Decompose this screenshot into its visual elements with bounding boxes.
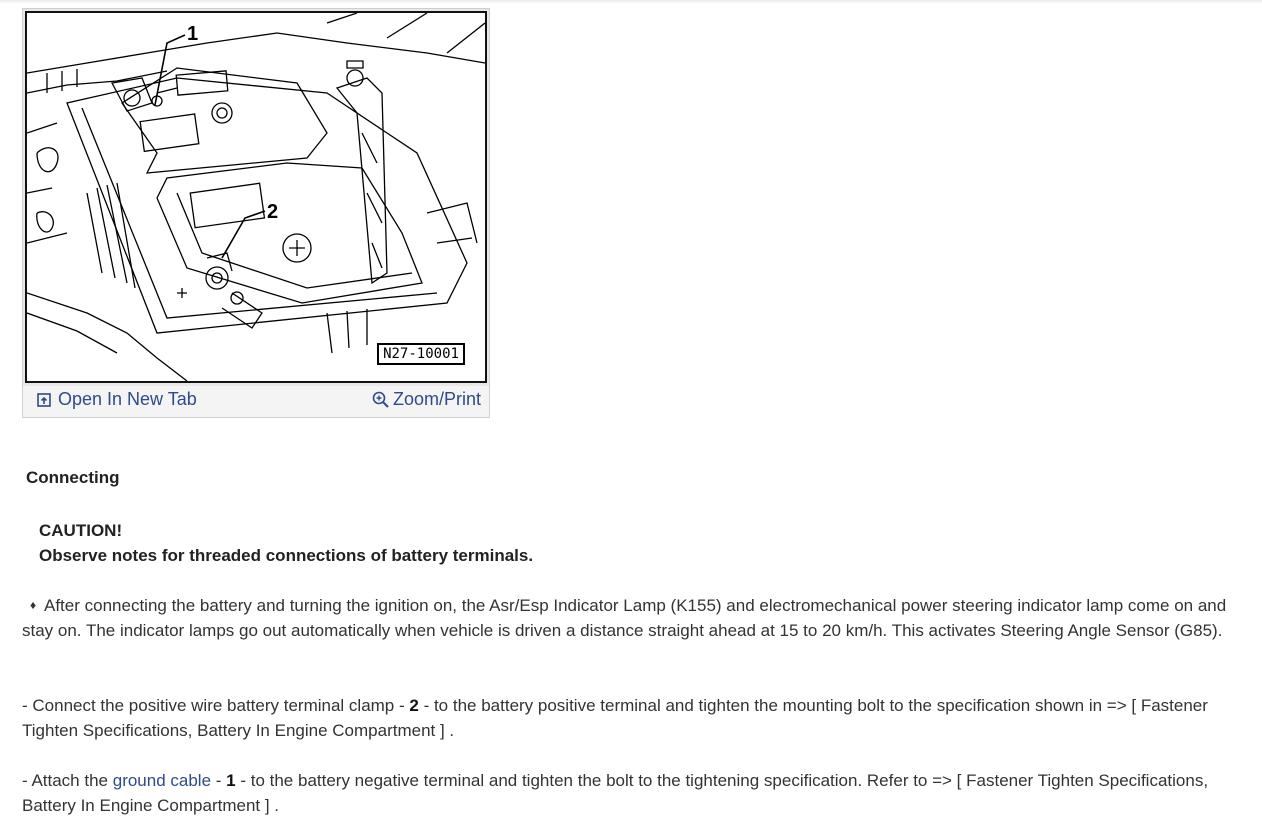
figure-id-label: N27-10001: [377, 343, 465, 365]
caution-title: CAUTION!: [39, 521, 123, 540]
step2-mid: -: [211, 771, 227, 790]
note-paragraph: [22, 593, 1247, 643]
ground-cable-link[interactable]: ground cable: [112, 771, 212, 790]
open-in-new-tab-icon: [37, 393, 51, 407]
step1-suffix: - to the battery positive terminal and tighten the mounting bolt to the specification shown in => [ Fastener Tighten Specifications, Battery In Engine Compartment ] .: [22, 696, 1208, 740]
figure-actions-bar: [23, 386, 489, 417]
zoom-print-link[interactable]: [372, 389, 481, 410]
step2-prefix: - Attach the: [22, 771, 113, 790]
step1-prefix: - Connect the positive wire battery terminal clamp -: [22, 696, 410, 715]
caution-block: [39, 518, 533, 568]
open-in-new-tab-label: Open In New Tab: [58, 389, 197, 409]
battery-line-drawing: [27, 13, 485, 381]
figure-container: [22, 8, 490, 418]
magnifier-plus-icon: [372, 391, 390, 409]
callout-1: 1: [187, 23, 199, 45]
step1-item-number: 2: [409, 696, 419, 715]
open-in-new-tab-link[interactable]: [37, 389, 197, 410]
step2-item-number: 1: [226, 771, 236, 790]
note-text: After connecting the battery and turning the ignition on, the Asr/Esp Indicator Lamp (K155) and electromechanical power steering indicator lamp come on and stay on. The indicator lamps go out automatically when vehicle is driven a distance straight ahead at 15 to 20 km/h. This activates Steering Angle Sensor (G85).: [22, 596, 1227, 640]
diamond-bullet-icon: ♦: [29, 598, 37, 612]
battery-diagram: [25, 11, 487, 383]
step-attach-ground: [22, 768, 1247, 818]
zoom-print-label: Zoom/Print: [392, 389, 481, 409]
step-connect-positive: [22, 693, 1247, 743]
top-shadow: [0, 0, 1262, 4]
section-heading: Connecting: [26, 468, 120, 487]
caution-text: Observe notes for threaded connections of battery terminals.: [39, 546, 534, 565]
step2-suffix: - to the battery negative terminal and tighten the bolt to the tightening specification. Refer to => [ Fastener Tighten Specifications, Battery In Engine Compartment ] .: [22, 771, 1209, 815]
callout-2: 2: [267, 201, 279, 223]
